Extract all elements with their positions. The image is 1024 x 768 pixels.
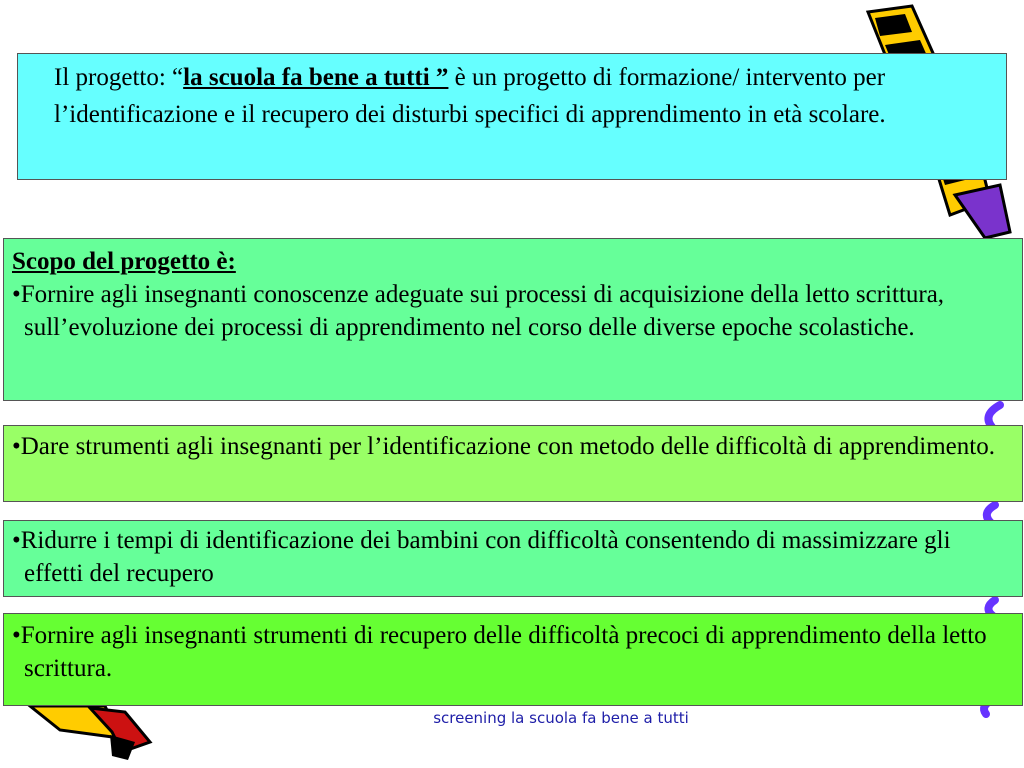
scope-bullet-2: •Dare strumenti agli insegnanti per l’identificazione con metodo delle difficoltà di apprendimento.: [12, 433, 995, 460]
intro-prefix: Il progetto: “: [54, 64, 184, 91]
project-name: la scuola fa bene a tutti ”: [183, 64, 449, 91]
bullet-box-2: [3, 425, 1023, 502]
pencil-illustration-bottom-left: [30, 706, 150, 760]
scope-heading: Scopo del progetto è:: [12, 248, 236, 275]
intro-box: [17, 53, 1007, 180]
scope-bullet-1: •Fornire agli insegnanti conoscenze adeguate sui processi di acquisizione della letto scrittura, sull’evoluzione dei processi di apprendimento nel corso delle diverse epoche scolastiche.: [12, 281, 945, 341]
slide-footer: screening la scuola fa bene a tutti: [433, 709, 689, 727]
bullet-box-3: [3, 520, 1023, 597]
scope-box: [3, 238, 1023, 401]
scope-bullet-4: •Fornire agli insegnanti strumenti di recupero delle difficoltà precoci di apprendimento della letto scrittura.: [12, 622, 987, 682]
bullet-box-4: [3, 613, 1023, 706]
scope-bullet-3: •Ridurre i tempi di identificazione dei bambini con difficoltà consentendo di massimizzare gli effetti del recupero: [12, 527, 951, 587]
intro-suffix: è un progetto di formazione/ intervento per l’identificazione e il recupero dei disturbi specifici di apprendimento in età scolare.: [54, 64, 886, 128]
